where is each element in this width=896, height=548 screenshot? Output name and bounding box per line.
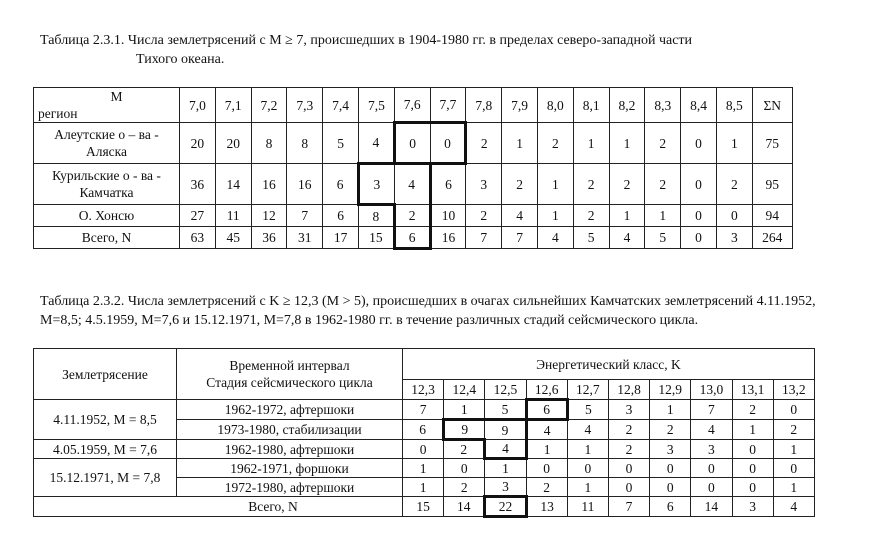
table1-value-cell: 2 [573, 205, 609, 227]
table1-value-cell: 1 [609, 123, 645, 164]
table2-value-cell: 7 [608, 497, 649, 517]
table1-region-cell [34, 164, 180, 205]
table2-value-cell: 2 [444, 440, 485, 459]
table2-header-interval-l1: Временной интервал [229, 358, 350, 373]
table1-value-cell: 1 [537, 205, 573, 227]
table1-value-cell: 3 [358, 164, 394, 205]
table2-value-cell: 0 [732, 440, 773, 459]
table1-value-cell: 17 [323, 227, 359, 249]
table1-value-cell: 27 [180, 205, 216, 227]
table1-magnitude-header: 7,0 [180, 88, 216, 123]
table1-value-cell: 20 [215, 123, 251, 164]
table2-value-cell: 2 [650, 420, 691, 440]
table2-value-cell: 2 [608, 420, 649, 440]
table2-value-cell: 11 [567, 497, 608, 517]
table2-value-cell: 3 [691, 440, 732, 459]
table1-value-cell: 1 [573, 123, 609, 164]
table1-value-cell: 63 [180, 227, 216, 249]
table2-value-cell: 0 [732, 459, 773, 478]
table1-value-cell: 7 [466, 227, 502, 249]
table1-magnitude-header: 8,2 [609, 88, 645, 123]
table1-magnitude-header: 8,3 [645, 88, 681, 123]
table1-value-cell: 10 [430, 205, 466, 227]
table1-value-cell: 1 [716, 123, 752, 164]
table2-class-header: 13,2 [773, 380, 814, 400]
table2-value-cell: 1 [444, 400, 485, 420]
table1-region-cell [34, 123, 180, 164]
table2-value-cell: 1 [403, 478, 444, 497]
table1-row [34, 227, 793, 249]
table1-value-cell: 6 [323, 164, 359, 205]
table2-value-cell: 6 [403, 420, 444, 440]
table1-header-row [34, 88, 793, 123]
table1-total-cell: 75 [752, 123, 792, 164]
table2-class-header: 12,6 [526, 380, 567, 400]
table2-value-cell: 0 [608, 478, 649, 497]
table2-header-row [34, 349, 815, 380]
table1-value-cell: 15 [358, 227, 394, 249]
table2-value-cell: 1 [526, 440, 567, 459]
table1-value-cell: 4 [609, 227, 645, 249]
table1-magnitude-header: 8,5 [716, 88, 752, 123]
table1-value-cell: 6 [323, 205, 359, 227]
table2-value-cell: 0 [732, 478, 773, 497]
table2-value-cell: 1 [773, 440, 814, 459]
table2-caption-line2: M=8,5; 4.5.1959, M=7,6 и 15.12.1971, M=7,8 в 1962-1980 гг. в течение различных стадий сейсмического цикла. [40, 313, 699, 328]
table2-value-cell: 1 [403, 459, 444, 478]
table2-value-cell: 0 [567, 459, 608, 478]
table2-class-header: 12,4 [444, 380, 485, 400]
table2-value-cell: 0 [650, 478, 691, 497]
table1-magnitude-header: 7,1 [215, 88, 251, 123]
table1-magnitude-header: 7,5 [358, 88, 394, 123]
table2-row [34, 459, 815, 478]
table1-value-cell: 8 [287, 123, 323, 164]
table1-magnitude-header: 8,0 [537, 88, 573, 123]
table2-value-cell: 13 [526, 497, 567, 517]
table1-magnitude-header: 7,6 [394, 88, 430, 123]
table2-value-cell: 22 [485, 497, 526, 517]
table2-value-cell: 1 [773, 478, 814, 497]
table1-value-cell: 5 [323, 123, 359, 164]
table1-value-cell: 6 [394, 227, 430, 249]
table1-value-cell: 31 [287, 227, 323, 249]
table1-value-cell: 4 [502, 205, 538, 227]
table1-value-cell: 8 [251, 123, 287, 164]
table2-interval-cell: 1962-1980, афтершоки [177, 440, 403, 459]
table2-value-cell: 0 [444, 459, 485, 478]
table1-region-cell [34, 227, 180, 249]
table1-row [34, 164, 793, 205]
table2-header-class: Энергетический класс, K [403, 349, 815, 380]
table2-value-cell: 1 [650, 400, 691, 420]
table1-value-cell: 2 [466, 205, 502, 227]
table2-class-header: 12,8 [608, 380, 649, 400]
table1-region-name-cont: Камчатка [79, 185, 134, 200]
table1-value-cell: 16 [430, 227, 466, 249]
table1-value-cell: 1 [609, 205, 645, 227]
table2-value-cell: 1 [567, 440, 608, 459]
table2-value-cell: 15 [403, 497, 444, 517]
table1-magnitude-header: 8,1 [573, 88, 609, 123]
table2-value-cell: 0 [650, 459, 691, 478]
table2-value-cell: 3 [732, 497, 773, 517]
table1-value-cell: 3 [466, 164, 502, 205]
table2-value-cell: 2 [773, 420, 814, 440]
table2-value-cell: 2 [732, 400, 773, 420]
table1-magnitude-header: 7,3 [287, 88, 323, 123]
table1-magnitude-header: 7,2 [251, 88, 287, 123]
table1-value-cell: 6 [430, 164, 466, 205]
table1-region-name: Курильские о - ва - [52, 168, 161, 183]
table1-magnitude-header: 7,7 [430, 88, 466, 123]
table1-caption-line2: Тихого океана. [136, 52, 225, 67]
table2-value-cell: 3 [608, 400, 649, 420]
table2-total-label: Всего, N [34, 497, 403, 517]
table1-value-cell: 3 [716, 227, 752, 249]
table2-row [34, 400, 815, 420]
table1-region-name: О. Хонсю [78, 208, 135, 223]
table2-value-cell: 2 [444, 478, 485, 497]
table2-value-cell: 1 [732, 420, 773, 440]
table1-value-cell: 2 [502, 164, 538, 205]
table2-value-cell: 4 [485, 440, 526, 459]
table2-value-cell: 0 [773, 400, 814, 420]
table1-value-cell: 0 [394, 123, 430, 164]
table1-value-cell: 2 [645, 123, 681, 164]
table1-value-cell: 36 [180, 164, 216, 205]
table2-quake-cell: 15.12.1971, M = 7,8 [34, 459, 177, 497]
table1-value-cell: 1 [645, 205, 681, 227]
table1-value-cell: 0 [430, 123, 466, 164]
table1-value-cell: 11 [215, 205, 251, 227]
table1-value-cell: 2 [645, 164, 681, 205]
table1-row [34, 123, 793, 164]
table1-magnitude-header: 7,9 [502, 88, 538, 123]
table1-value-cell: 0 [681, 227, 717, 249]
table2-value-cell: 1 [485, 459, 526, 478]
table2-caption-line1: Таблица 2.3.2. Числа землетрясений с K ≥ 12,3 (M > 5), происшедших в очагах сильнейших Камчатских землетрясений 4.11.1952, [40, 294, 816, 309]
table1-value-cell: 4 [358, 123, 394, 164]
table1-value-cell: 16 [251, 164, 287, 205]
table2-class-header: 12,5 [485, 380, 526, 400]
table2-header-interval [177, 349, 403, 400]
table1-value-cell: 4 [394, 164, 430, 205]
table2-row [34, 440, 815, 459]
table1-value-cell: 2 [609, 164, 645, 205]
table2-value-cell: 4 [526, 420, 567, 440]
table1-caption [40, 31, 800, 69]
table2-interval-cell: 1973-1980, стабилизации [177, 420, 403, 440]
table1-header-m-region [34, 88, 180, 123]
table2-value-cell: 9 [485, 420, 526, 440]
table2-quake-cell: 4.11.1952, M = 8,5 [34, 400, 177, 440]
table1-region-name: Всего, N [81, 230, 132, 245]
table1-region-cell [34, 205, 180, 227]
table2-value-cell: 2 [608, 440, 649, 459]
table2-value-cell: 1 [567, 478, 608, 497]
table2-value-cell: 4 [773, 497, 814, 517]
table2-value-cell: 6 [650, 497, 691, 517]
table1-header-m: M [110, 89, 123, 104]
table1-value-cell: 36 [251, 227, 287, 249]
table1-region-name-cont: Аляска [85, 144, 128, 159]
table1-caption-line1: Таблица 2.3.1. Числа землетрясений с M ≥ 7, происшедших в 1904-1980 гг. в пределах северо-западной части [40, 33, 693, 48]
table2-header-interval-l2: Стадия сейсмического цикла [206, 375, 373, 390]
table1-value-cell: 0 [716, 205, 752, 227]
table1-value-cell: 12 [251, 205, 287, 227]
table2-header-quake: Землетрясение [34, 349, 177, 400]
table2-interval-cell: 1962-1971, форшоки [177, 459, 403, 478]
table2-value-cell: 0 [773, 459, 814, 478]
table2-class-header: 13,1 [732, 380, 773, 400]
table2-value-cell: 5 [485, 400, 526, 420]
table1-region-name: Алеутские о – ва - [54, 127, 159, 142]
table2-value-cell: 0 [526, 459, 567, 478]
table1-value-cell: 5 [645, 227, 681, 249]
table2-interval-cell: 1962-1972, афтершоки [177, 400, 403, 420]
table2-value-cell: 14 [691, 497, 732, 517]
table2-value-cell: 2 [526, 478, 567, 497]
table1-value-cell: 5 [573, 227, 609, 249]
table2-value-cell: 7 [691, 400, 732, 420]
table2-interval-cell: 1972-1980, афтершоки [177, 478, 403, 497]
table2-class-header: 12,7 [567, 380, 608, 400]
table2-value-cell: 0 [608, 459, 649, 478]
table1-total-cell: 264 [752, 227, 792, 249]
table1-value-cell: 14 [215, 164, 251, 205]
table1-value-cell: 8 [358, 205, 394, 227]
table1 [33, 87, 793, 250]
table1-value-cell: 2 [573, 164, 609, 205]
table1-value-cell: 7 [287, 205, 323, 227]
table1-value-cell: 2 [716, 164, 752, 205]
table1-magnitude-header: 8,4 [681, 88, 717, 123]
table1-total-cell: 95 [752, 164, 792, 205]
table2-class-header: 13,0 [691, 380, 732, 400]
table1-total-cell: 94 [752, 205, 792, 227]
table1-magnitude-header: 7,4 [323, 88, 359, 123]
table1-value-cell: 4 [537, 227, 573, 249]
table1-value-cell: 2 [394, 205, 430, 227]
table2-value-cell: 0 [403, 440, 444, 459]
table2-value-cell: 9 [444, 420, 485, 440]
table2-class-header: 12,9 [650, 380, 691, 400]
table1-value-cell: 2 [466, 123, 502, 164]
table2-value-cell: 3 [650, 440, 691, 459]
table2-value-cell: 7 [403, 400, 444, 420]
table1-total-header: ΣN [752, 88, 792, 123]
table1-value-cell: 0 [681, 123, 717, 164]
table1-value-cell: 1 [502, 123, 538, 164]
table2-caption [40, 292, 890, 330]
table1-value-cell: 16 [287, 164, 323, 205]
table2-value-cell: 3 [485, 478, 526, 497]
table1-value-cell: 45 [215, 227, 251, 249]
table2-value-cell: 4 [691, 420, 732, 440]
table2-value-cell: 0 [691, 459, 732, 478]
table1-row [34, 205, 793, 227]
table2-value-cell: 0 [691, 478, 732, 497]
table2-class-header: 12,3 [403, 380, 444, 400]
table2-value-cell: 6 [526, 400, 567, 420]
table1-value-cell: 20 [180, 123, 216, 164]
table1-value-cell: 0 [681, 164, 717, 205]
table2 [33, 348, 815, 518]
table1-value-cell: 1 [537, 164, 573, 205]
table2-value-cell: 5 [567, 400, 608, 420]
table2-value-cell: 4 [567, 420, 608, 440]
table1-magnitude-header: 7,8 [466, 88, 502, 123]
table1-value-cell: 2 [537, 123, 573, 164]
table2-value-cell: 14 [444, 497, 485, 517]
table2-row [34, 497, 815, 517]
table1-value-cell: 7 [502, 227, 538, 249]
table1-header-region: регион [38, 106, 78, 121]
table1-value-cell: 0 [681, 205, 717, 227]
table2-quake-cell: 4.05.1959, M = 7,6 [34, 440, 177, 459]
